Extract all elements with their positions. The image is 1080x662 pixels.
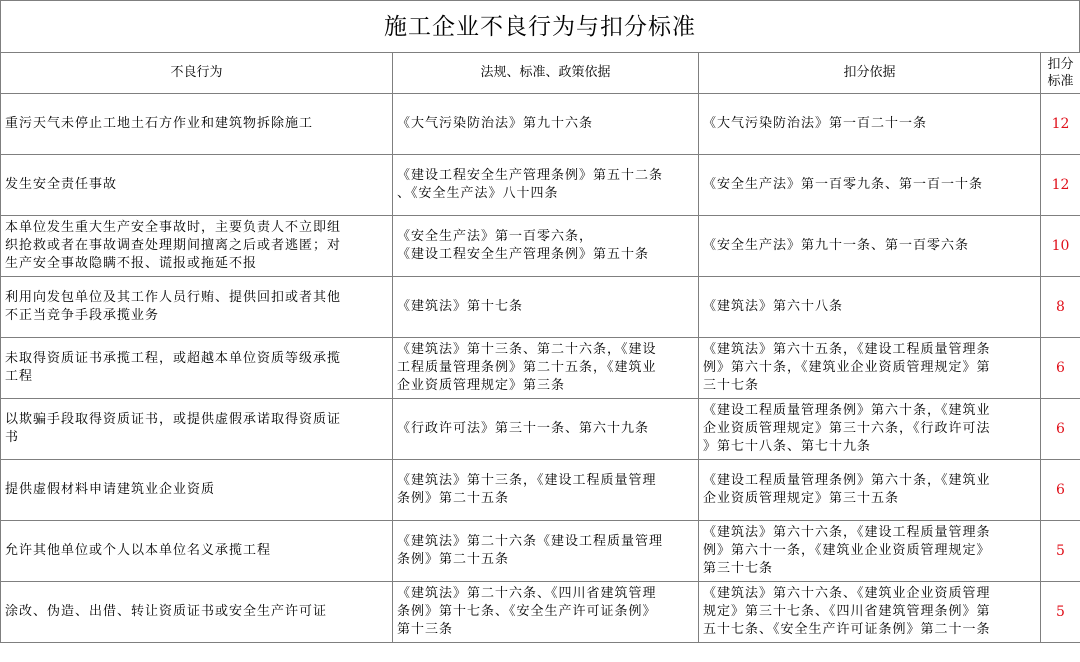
table-row [1, 399, 1080, 460]
header-basis: 扣分依据 [699, 53, 1041, 94]
table-row [1, 155, 1080, 216]
cell-basis-line: 》第七十八条、第七十九条 [703, 439, 872, 454]
cell-law-line: 《建设工程安全生产管理条例》第五十二条 [397, 168, 664, 183]
cell-basis [699, 460, 1041, 521]
cell-law [393, 155, 699, 216]
header-score-line1: 扣分 [1047, 57, 1074, 72]
cell-basis-line: 例》第六十条，《建筑业企业资质管理规定》第 [703, 360, 991, 375]
cell-law-line: 条例》第二十五条 [397, 491, 510, 506]
header-row [1, 53, 1080, 94]
cell-law [393, 399, 699, 460]
cell-basis-line: 例》第六十一条，《建筑业企业资质管理规定》 [703, 543, 991, 558]
cell-behavior [1, 277, 393, 338]
cell-law-line: 《建筑法》第二十六条《建设工程质量管理 [397, 534, 664, 549]
cell-law-line: 条例》第十七条、《安全生产许可证条例》 [397, 604, 657, 619]
cell-behavior [1, 521, 393, 582]
cell-behavior [1, 94, 393, 155]
cell-law-line: 第十三条 [397, 622, 454, 637]
cell-basis-line: 企业资质管理规定》第三十五条 [703, 491, 900, 506]
cell-behavior [1, 338, 393, 399]
header-score-line2: 标准 [1047, 74, 1074, 89]
table-row [1, 521, 1080, 582]
cell-basis [699, 338, 1041, 399]
cell-basis-line: 《安全生产法》第一百零九条、第一百一十条 [703, 177, 984, 192]
cell-basis [699, 216, 1041, 277]
cell-score: 12 [1041, 94, 1080, 155]
cell-behavior-line: 提供虚假材料申请建筑业企业资质 [5, 482, 216, 497]
cell-law [393, 277, 699, 338]
cell-score: 6 [1041, 460, 1080, 521]
cell-basis-line: 三十七条 [703, 378, 760, 393]
cell-law [393, 94, 699, 155]
cell-behavior [1, 216, 393, 277]
cell-basis [699, 582, 1041, 643]
cell-basis-line: 五十七条、《安全生产许可证条例》第二十一条 [703, 622, 991, 637]
cell-law [393, 460, 699, 521]
header-behavior: 不良行为 [1, 53, 393, 94]
header-law: 法规、标准、政策依据 [393, 53, 699, 94]
cell-law [393, 338, 699, 399]
cell-law-line: 企业资质管理规定》第三条 [397, 378, 566, 393]
cell-behavior [1, 582, 393, 643]
page-title: 施工企业不良行为与扣分标准 [0, 0, 1080, 52]
cell-law [393, 521, 699, 582]
cell-behavior [1, 460, 393, 521]
cell-law-line: 《行政许可法》第三十一条、第六十九条 [397, 421, 650, 436]
cell-law-line: 《建设工程安全生产管理条例》第五十条 [397, 247, 650, 262]
cell-behavior-line: 不正当竞争手段承揽业务 [5, 308, 160, 323]
cell-basis-line: 《安全生产法》第九十一条、第一百零六条 [703, 238, 970, 253]
table-row [1, 94, 1080, 155]
cell-basis-line: 《大气污染防治法》第一百二十一条 [703, 116, 928, 131]
header-score [1041, 53, 1080, 94]
cell-basis-line: 《建筑法》第六十六条，《建设工程质量管理条 [703, 525, 991, 540]
cell-score: 5 [1041, 521, 1080, 582]
cell-law-line: 条例》第二十五条 [397, 552, 510, 567]
cell-law-line: 《建筑法》第二十六条、《四川省建筑管理 [397, 586, 657, 601]
table-row [1, 460, 1080, 521]
cell-basis-line: 《建筑法》第六十五条，《建设工程质量管理条 [703, 342, 991, 357]
cell-behavior-line: 本单位发生重大生产安全事故时，主要负责人不立即组 [5, 220, 342, 235]
cell-behavior-line: 重污天气未停止工地土石方作业和建筑物拆除施工 [5, 116, 314, 131]
cell-basis [699, 399, 1041, 460]
cell-behavior-line: 发生安全责任事故 [5, 177, 118, 192]
cell-behavior-line: 以欺骗手段取得资质证书，或提供虚假承诺取得资质证 [5, 412, 342, 427]
table-row [1, 277, 1080, 338]
cell-basis-line: 规定》第三十七条、《四川省建筑管理条例》第 [703, 604, 991, 619]
cell-basis [699, 277, 1041, 338]
cell-behavior-line: 涂改、伪造、出借、转让资质证书或安全生产许可证 [5, 604, 328, 619]
cell-law-line: 《大气污染防治法》第九十六条 [397, 116, 594, 131]
cell-basis-line: 第三十七条 [703, 561, 774, 576]
cell-law-line: 《建筑法》第十七条 [397, 299, 524, 314]
cell-behavior-line: 未取得资质证书承揽工程，或超越本单位资质等级承揽 [5, 351, 342, 366]
cell-behavior [1, 399, 393, 460]
cell-behavior [1, 155, 393, 216]
cell-basis [699, 521, 1041, 582]
cell-basis-line: 《建设工程质量管理条例》第六十条，《建筑业 [703, 473, 991, 488]
cell-law [393, 216, 699, 277]
cell-score: 5 [1041, 582, 1080, 643]
cell-law-line: 工程质量管理条例》第二十五条，《建筑业 [397, 360, 657, 375]
cell-score: 12 [1041, 155, 1080, 216]
cell-basis-line: 《建筑法》第六十六条、《建筑业企业资质管理 [703, 586, 991, 601]
cell-basis-line: 《建设工程质量管理条例》第六十条，《建筑业 [703, 403, 991, 418]
cell-basis [699, 94, 1041, 155]
cell-behavior-line: 工程 [5, 369, 34, 384]
cell-score: 8 [1041, 277, 1080, 338]
table-row [1, 216, 1080, 277]
cell-behavior-line: 织抢救或者在事故调查处理期间擅离之后或者逃匿；对 [5, 238, 342, 253]
cell-law-line: 《建筑法》第十三条、第二十六条，《建设 [397, 342, 657, 357]
cell-behavior-line: 书 [5, 430, 20, 445]
cell-basis-line: 企业资质管理规定》第三十六条，《行政许可法 [703, 421, 991, 436]
cell-score: 6 [1041, 338, 1080, 399]
cell-behavior-line: 允许其他单位或个人以本单位名义承揽工程 [5, 543, 272, 558]
table-row [1, 338, 1080, 399]
table-row [1, 582, 1080, 643]
cell-behavior-line: 生产安全事故隐瞒不报、谎报或拖延不报 [5, 256, 258, 271]
cell-law-line: 《安全生产法》第一百零六条， [397, 229, 594, 244]
cell-law-line: 《建筑法》第十三条，《建设工程质量管理 [397, 473, 657, 488]
cell-law-line: 、《安全生产法》八十四条 [397, 186, 559, 201]
table-body [1, 94, 1080, 643]
penalty-table [0, 52, 1080, 643]
cell-behavior-line: 利用向发包单位及其工作人员行贿、提供回扣或者其他 [5, 290, 342, 305]
cell-basis-line: 《建筑法》第六十八条 [703, 299, 844, 314]
cell-score: 10 [1041, 216, 1080, 277]
cell-score: 6 [1041, 399, 1080, 460]
cell-basis [699, 155, 1041, 216]
cell-law [393, 582, 699, 643]
